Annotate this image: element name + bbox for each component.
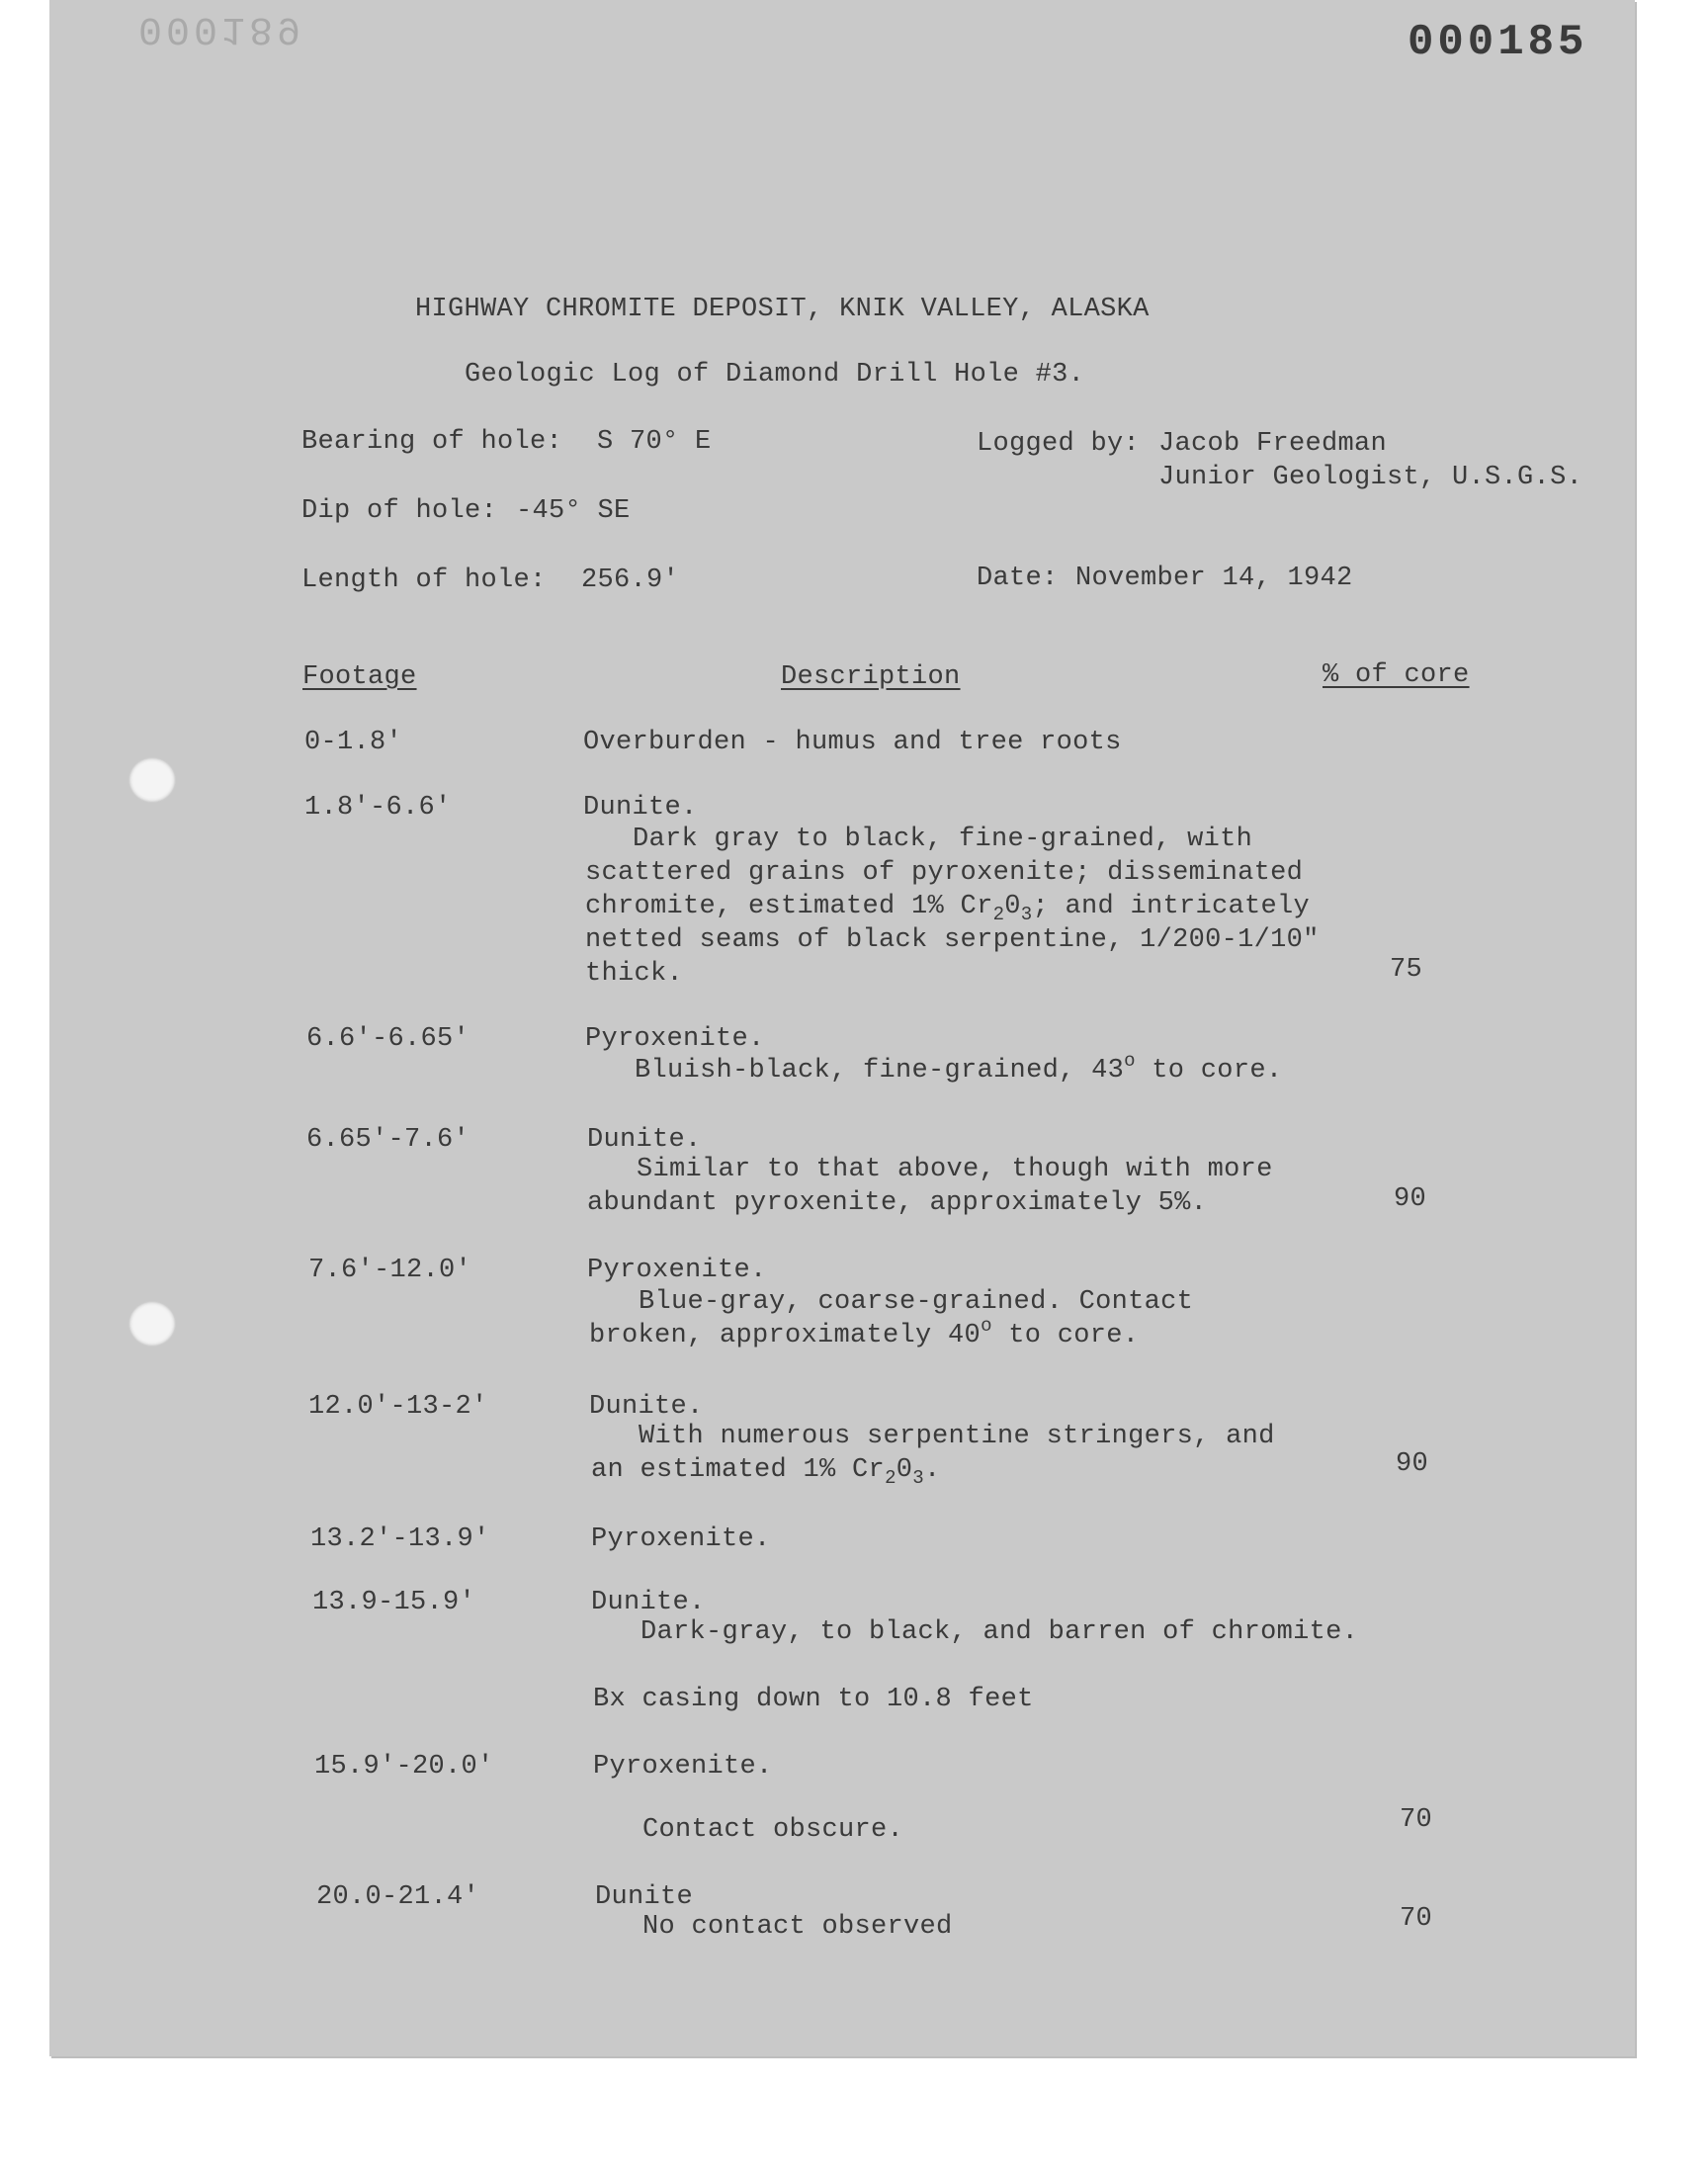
casing-note: Bx casing down to 10.8 feet [593, 1685, 1034, 1714]
entry-description-line: thick. [585, 959, 684, 989]
entry-footage: 12.0'-13-2' [308, 1392, 488, 1422]
logged-by-title: Junior Geologist, U.S.G.S. [1158, 463, 1583, 492]
entry-description-line: chromite, estimated 1% $Cr_20_3$; and intricately [585, 892, 1311, 925]
document-subtitle: Geologic Log of Diamond Drill Hole #3. [465, 360, 1085, 390]
entry-description-line: Similar to that above, though with more [637, 1155, 1273, 1184]
date-label: Date: [977, 564, 1059, 593]
bearing-label: Bearing of hole: [301, 427, 563, 457]
entry-rock: Dunite [595, 1882, 694, 1912]
entry-rock: Pyroxenite. [585, 1024, 765, 1054]
entry-description-line: Bluish-black, fine-grained, 43$^o$ to core. [635, 1050, 1283, 1086]
entry-core-percent: 90 [1396, 1449, 1429, 1479]
logged-by-name: Jacob Freedman [1158, 429, 1388, 459]
page-number-stamp: 000185 [1408, 18, 1588, 67]
entry-rock: Pyroxenite. [591, 1524, 771, 1554]
entry-description-line: an estimated 1% $Cr_20_3$. [591, 1455, 941, 1489]
entry-description-line: With numerous serpentine stringers, and [639, 1422, 1275, 1451]
entry-rock: Dunite. [583, 793, 698, 823]
entry-rock: Dunite. [591, 1588, 706, 1617]
length-label: Length of hole: [301, 566, 547, 595]
dip-value: -45° SE [516, 496, 631, 526]
entry-description-line: Contact obscure. [642, 1815, 904, 1845]
length-value: 256.9' [581, 566, 680, 595]
entry-footage: 6.65'-7.6' [306, 1125, 470, 1155]
entry-rock: Overburden - humus and tree roots [583, 728, 1122, 757]
entry-footage: 13.9-15.9' [312, 1588, 476, 1617]
entry-footage: 15.9'-20.0' [314, 1752, 494, 1782]
entry-description-line: abundant pyroxenite, approximately 5%. [587, 1188, 1208, 1218]
entry-footage: 6.6'-6.65' [306, 1024, 470, 1054]
entry-description-line: Blue-gray, coarse-grained. Contact [639, 1287, 1194, 1317]
description-column-header: Description [781, 662, 961, 692]
entry-rock: Dunite. [587, 1125, 702, 1155]
entry-footage: 1.8'-6.6' [304, 793, 452, 823]
bearing-value: S 70° E [597, 427, 712, 457]
punch-hole-bottom [128, 1301, 176, 1347]
entry-core-percent: 90 [1394, 1184, 1427, 1214]
entry-core-percent: 75 [1390, 955, 1423, 985]
ghost-page-number: 000189 [138, 6, 305, 50]
dip-label: Dip of hole: [301, 496, 498, 526]
punch-hole-top [128, 757, 176, 803]
entry-core-percent: 70 [1400, 1805, 1433, 1835]
entry-rock: Dunite. [589, 1392, 704, 1422]
entry-footage: 0-1.8' [304, 728, 403, 757]
entry-footage: 7.6'-12.0' [308, 1256, 472, 1285]
core-column-header: % of core [1323, 660, 1470, 690]
entry-rock: Pyroxenite. [587, 1256, 767, 1285]
footage-column-header: Footage [302, 662, 417, 692]
entry-description-line: netted seams of black serpentine, 1/200-1/10" [585, 925, 1320, 955]
entry-description-line: scattered grains of pyroxenite; disseminated [585, 858, 1304, 888]
entry-rock: Pyroxenite. [593, 1752, 773, 1782]
entry-core-percent: 70 [1400, 1904, 1433, 1934]
entry-footage: 13.2'-13.9' [310, 1524, 490, 1554]
document-title: HIGHWAY CHROMITE DEPOSIT, KNIK VALLEY, ALASKA [415, 295, 1150, 324]
entry-description-line: No contact observed [642, 1912, 953, 1942]
entry-description-line: Dark gray to black, fine-grained, with [633, 825, 1253, 854]
entry-description-line: Dark-gray, to black, and barren of chromite. [640, 1617, 1359, 1647]
logged-by-label: Logged by: [977, 429, 1141, 459]
entry-footage: 20.0-21.4' [316, 1882, 480, 1912]
entry-description-line: broken, approximately 40$^o$ to core. [589, 1315, 1140, 1350]
date-value: November 14, 1942 [1075, 564, 1353, 593]
